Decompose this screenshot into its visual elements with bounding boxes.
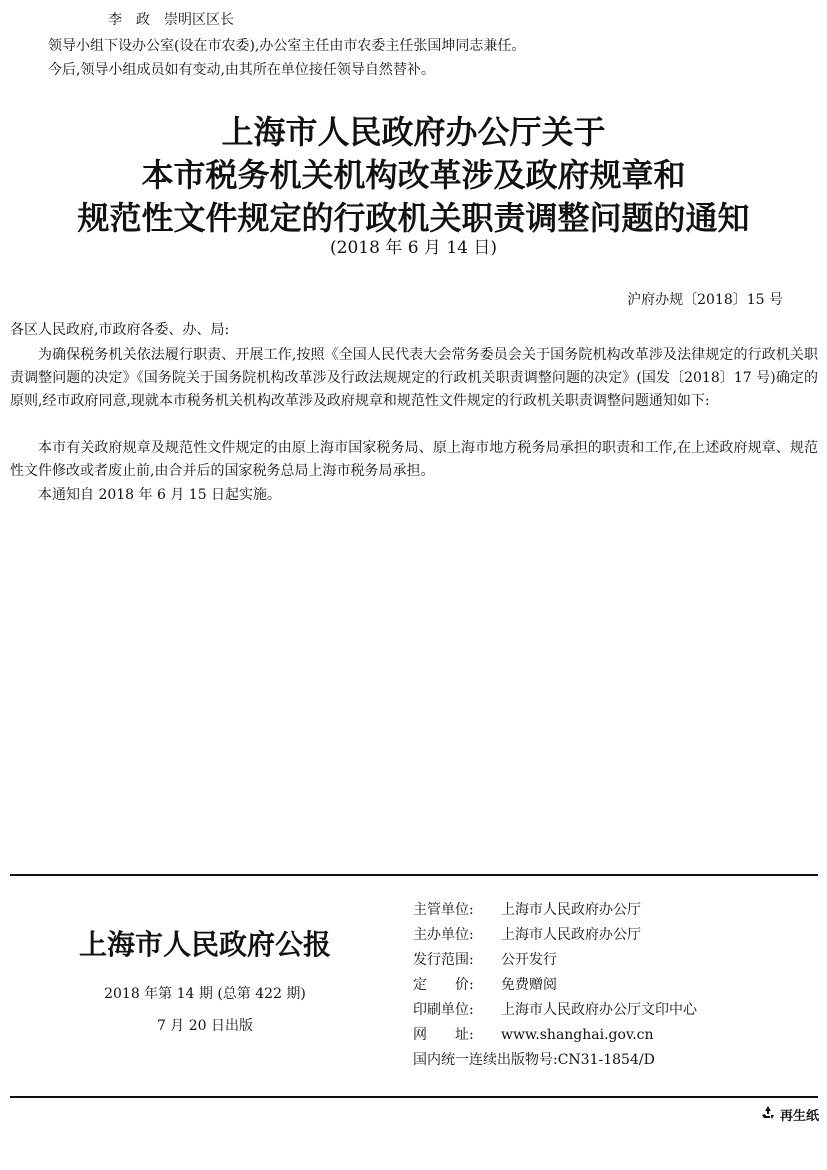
info-value: 上海市人民政府办公厅 xyxy=(501,927,641,943)
info-value: 上海市人民政府办公厅 xyxy=(501,902,641,918)
info-label: 印刷单位: xyxy=(413,1002,474,1018)
recycled-paper-mark xyxy=(760,1105,819,1128)
recycle-label: 再生纸 xyxy=(779,1108,819,1124)
notice-title-line-3: 规范性文件规定的行政机关职责调整问题的通知 xyxy=(77,199,750,237)
info-value: 上海市人民政府办公厅文印中心 xyxy=(501,1002,697,1018)
footer-top-rule xyxy=(10,874,818,876)
notice-title-line-2: 本市税务机关机构改革涉及政府规章和 xyxy=(141,156,686,194)
body-paragraph-1: 为确保税务机关依法履行职责、开展工作,按照《全国人民代表大会常务委员会关于国务院机构改革涉及法律规定的行政机关职责调整问题的决定》《国务院关于国务院机构改革涉及行政法规规定的行政机关职责调整问题的决定》(国发〔2018〕17 号)确定的原则,经市政府同意,现就本市税务机关机构改革涉及政府规章和规范性文件规定的行政机关职责调整问题通知如下: xyxy=(10,347,818,409)
bulletin-publish-date: 7 月 20 日出版 xyxy=(156,1018,254,1034)
change-line: 今后,领导小组成员如有变动,由其所在单位接任领导自然替补。 xyxy=(48,62,435,78)
footer-bottom-rule xyxy=(10,1096,818,1098)
info-row-printer xyxy=(413,1000,697,1020)
info-label: 发行范围: xyxy=(413,952,474,968)
bulletin-title: 上海市人民政府公报 xyxy=(78,928,331,961)
body-paragraph-2: 本市有关政府规章及规范性文件规定的由原上海市国家税务局、原上海市地方税务局承担的职责和工作,在上述政府规章、规范性文件修改或者废止前,由合并后的国家税务总局上海市税务局承担。 xyxy=(10,440,818,479)
recycle-icon xyxy=(760,1105,776,1128)
office-line: 领导小组下设办公室(设在市农委),办公室主任由市农委主任张国坤同志兼任。 xyxy=(48,38,526,54)
notice-date: (2018 年 6 月 14 日) xyxy=(330,238,497,258)
info-row-supervisor xyxy=(413,900,641,920)
leader-member-line: 李 政 崇明区区长 xyxy=(108,12,234,28)
info-row-serial: 国内统一连续出版物号:CN31-1854/D xyxy=(413,1052,655,1068)
notice-title-line-1: 上海市人民政府办公厅关于 xyxy=(221,113,606,151)
info-value: www.shanghai.gov.cn xyxy=(501,1027,654,1043)
info-value: 公开发行 xyxy=(501,952,557,968)
info-row-price xyxy=(413,975,557,995)
document-number: 沪府办规〔2018〕15 号 xyxy=(627,292,783,308)
info-row-website xyxy=(413,1025,654,1045)
info-label: 主管单位: xyxy=(413,902,474,918)
body-paragraph-3: 本通知自 2018 年 6 月 15 日起实施。 xyxy=(38,487,282,503)
info-label: 定 价: xyxy=(413,977,474,993)
info-row-distribution xyxy=(413,950,557,970)
bulletin-issue: 2018 年第 14 期 (总第 422 期) xyxy=(104,986,306,1002)
addressee: 各区人民政府,市政府各委、办、局: xyxy=(10,322,230,338)
info-value: 免费赠阅 xyxy=(501,977,557,993)
info-label: 网 址: xyxy=(413,1027,474,1043)
info-row-sponsor xyxy=(413,925,641,945)
info-label: 主办单位: xyxy=(413,927,474,943)
